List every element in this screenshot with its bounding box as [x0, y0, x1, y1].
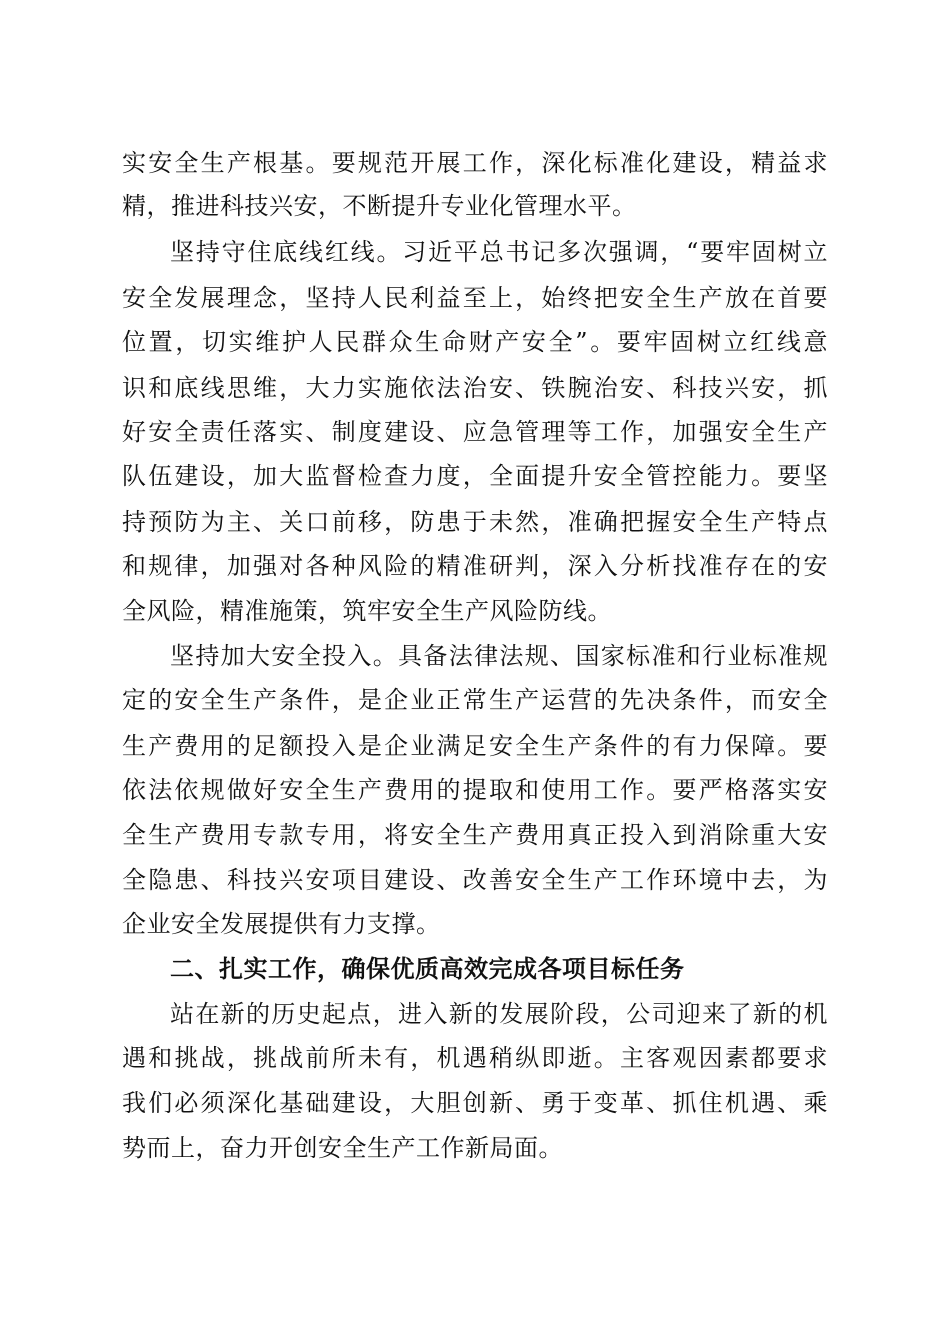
- paragraph-4-line-4: 势而上，奋力开创安全生产工作新局面。: [122, 1134, 563, 1162]
- paragraph-2-line-4: 识和底线思维，大力实施依法治安、铁腕治安、科技兴安，抓: [122, 374, 828, 402]
- paragraph-1-line-2: 精，推进科技兴安，不断提升专业化管理水平。: [122, 192, 637, 220]
- paragraph-1-line-1: 实安全生产根基。要规范开展工作，深化标准化建设，精益求: [122, 149, 828, 177]
- paragraph-2-line-5: 好安全责任落实、制度建设、应急管理等工作，加强安全生产: [122, 418, 828, 446]
- paragraph-4-line-3: 我们必须深化基础建设，大胆创新、勇于变革、抓住机遇、乘: [122, 1089, 828, 1117]
- paragraph-2-line-2: 安全发展理念，坚持人民利益至上，始终把安全生产放在首要: [122, 284, 828, 312]
- paragraph-4-line-1: 站在新的历史起点，进入新的发展阶段，公司迎来了新的机: [170, 1000, 828, 1028]
- paragraph-2-line-7: 持预防为主、关口前移，防患于未然，准确把握安全生产特点: [122, 508, 828, 536]
- paragraph-3-line-4: 依法依规做好安全生产费用的提取和使用工作。要严格落实安: [122, 776, 828, 804]
- paragraph-2-line-1: 坚持守住底线红线。习近平总书记多次强调，“要牢固树立: [170, 238, 828, 266]
- paragraph-3-line-6: 全隐患、科技兴安项目建设、改善安全生产工作环境中去，为: [122, 866, 828, 894]
- paragraph-2-line-8: 和规律，加强对各种风险的精准研判，深入分析找准存在的安: [122, 552, 828, 580]
- paragraph-3-line-3: 生产费用的足额投入是企业满足安全生产条件的有力保障。要: [122, 732, 828, 760]
- section-heading: 二、扎实工作，确保优质高效完成各项目标任务: [170, 955, 685, 983]
- paragraph-3-line-7: 企业安全发展提供有力支撑。: [122, 910, 441, 938]
- paragraph-2-line-9: 全风险，精准施策，筑牢安全生产风险防线。: [122, 597, 612, 625]
- paragraph-3-line-1: 坚持加大安全投入。具备法律法规、国家标准和行业标准规: [170, 642, 828, 670]
- paragraph-3-line-5: 全生产费用专款专用，将安全生产费用真正投入到消除重大安: [122, 821, 828, 849]
- paragraph-2-line-6: 队伍建设，加大监督检查力度，全面提升安全管控能力。要坚: [122, 462, 828, 490]
- paragraph-2-line-3: 位置，切实维护人民群众生命财产安全”。要牢固树立红线意: [122, 328, 828, 356]
- paragraph-4-line-2: 遇和挑战，挑战前所未有，机遇稍纵即逝。主客观因素都要求: [122, 1044, 828, 1072]
- paragraph-3-line-2: 定的安全生产条件，是企业正常生产运营的先决条件，而安全: [122, 686, 828, 714]
